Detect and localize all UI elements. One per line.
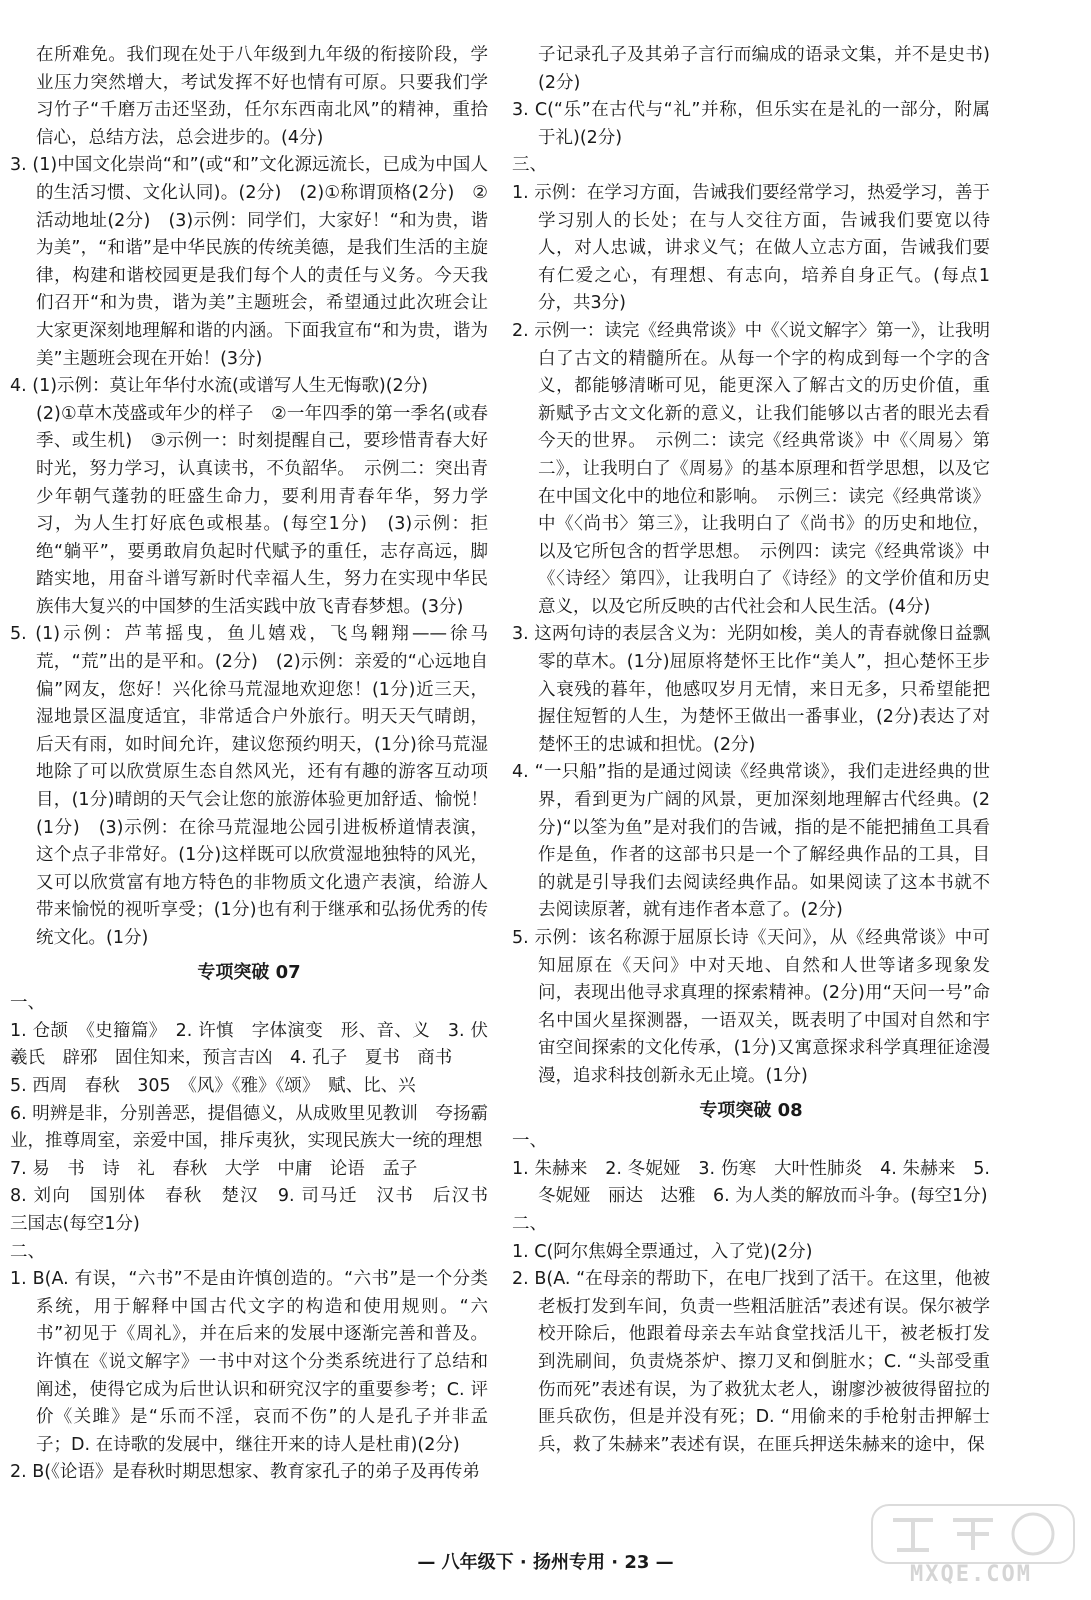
left-answer-paragraph: 5. (1)示例：芦苇摇曳，鱼儿嬉戏，飞鸟翱翔——徐马荒，“荒”出的是平和。(2分) (2)示例：亲爱的“心远地自偏”网友，您好！兴化徐马荒湿地欢迎您！(1分)近三天，湿地景区温度适宜，非常适合户外旅行。明天天气晴朗，后天有雨，如时间允许，建议您预约明天，(1分)徐马荒湿地除了可以欣赏原生态自然风光，还有有趣的游客互动项目，(1分)晴朗的天气会让您的旅游体验更加舒适、愉悦！(1分) (3)示例：在徐马荒湿地公园引进板桥道情表演，这个点子非常好。(1分)这样既可以欣赏湿地独特的风光，又可以欣赏富有地方特色的非物质文化遗产表演，给游人带来愉悦的视听享受；(1分)也有利于继承和弘扬优秀的传统文化。(1分)	[10, 624, 488, 948]
right-answer-paragraph: 2. 示例一：读完《经典常谈》中《〈说文解字〉第一》，让我明白了古文的精髓所在。从每一个字的构成到每一个字的含义，都能够清晰可见，能更深入了解古文的历史价值，重新赋予古文文化新的意义，让我们能够以古者的眼光去看今天的世界。 示例二：读完《经典常谈》中《〈周易〉第二》，让我明白了《周易》的基本原理和哲学思想，以及它在中国文化中的地位和影响。 示例三：读完《经典常谈》中《〈尚书〉第三》，让我明白了《尚书》的历史和地位，以及它所包含的哲学思想。 示例四：读完《经典常谈》中《〈诗经〉第四》，让我明白了《诗经》的文学价值和历史意义，以及它所反映的古代社会和人民生活。(4分)	[512, 320, 990, 617]
right-answer-paragraph: 1. 示例：在学习方面，告诫我们要经常学习，热爱学习，善于学习别人的长处；在与人交往方面，告诫我们要宽以待人，对人忠诚，讲求义气；在做人立志方面，告诫我们要有仁爱之心，有理想、有志向，培养自身正气。(每点1分，共3分)	[512, 182, 990, 314]
left-answer-paragraph: 在所难免。我们现在处于八年级到九年级的衔接阶段，学业压力突然增大，考试发挥不好也情有可原。只要我们学习竹子“千磨万击还坚劲，任尔东西南北风”的精神，重拾信心，总结方法，总会进步的。(4分)	[36, 45, 488, 148]
left-section-heading: 专项突破 07	[197, 961, 301, 983]
watermark-glyphs	[871, 1504, 1075, 1564]
right-answer-paragraph: 5. 示例：该名称源于屈原长诗《天问》，从《经典常谈》中可知屈原在《天问》中对天地、自然和人世等诸多现象发问，表现出他寻求真理的探索精神。(2分)用“天问一号”命名中国火星探测器，一语双关，既表明了中国对自然和宇宙空间探索的文化传承，(1分)又寓意探求科学真理征途漫漫，追求科技创新永无止境。(1分)	[512, 928, 990, 1086]
right-answer-paragraph: 三、	[512, 155, 547, 176]
page-footer: — 八年级下 · 扬州专用 · 23 —	[417, 1552, 674, 1573]
left-column	[10, 42, 506, 1487]
watermark-url: MXQE.COM	[910, 1562, 1032, 1587]
watermark-logo	[871, 1504, 1071, 1588]
left-answer-paragraph: 4. (1)示例：莫让年华付水流(或谱写人生无悔歌)(2分)	[10, 376, 428, 397]
right-answer-paragraph: 3. 这两句诗的表层含义为：光阴如梭，美人的青春就像日益飘零的草木。(1分)屈原将楚怀王比作“美人”，担心楚怀王步入衰残的暮年，他感叹岁月无情，来日无多，只希望能把握住短暂的人生，为楚怀王做出一番事业，(2分)表达了对楚怀王的忠诚和担忧。(2分)	[512, 624, 990, 755]
right-answer-paragraph: 一、	[512, 1131, 547, 1152]
left-answer-paragraph: 2. B(《论语》是春秋时期思想家、教育家孔子的弟子及再传弟	[10, 1462, 480, 1483]
left-answer-paragraph: 6. 明辨是非，分别善恶，提倡德义，从成败里见教训 夸扬霸业，推尊周室，亲爱中国，排斥夷狄，实现民族大一统的理想	[10, 1103, 488, 1152]
left-answer-paragraph: (2)①草木茂盛或年少的样子 ②一年四季的第一季名(或春季、或生机) ③示例一：时刻提醒自己，要珍惜青春大好时光，努力学习，认真读书，不负韶华。 示例二：突出青少年朝气蓬勃的旺盛生命力，要利用青春年华，努力学习，为人生打好底色或根基。(每空1分) (3)示例：拒绝“躺平”，要勇敢肩负起时代赋予的重任，志存高远，脚踏实地，用奋斗谱写新时代幸福人生，努力在实现中华民族伟大复兴的中国梦的生活实践中放飞青春梦想。(3分)	[36, 403, 488, 617]
right-answer-paragraph: 二、	[512, 1213, 547, 1234]
right-answer-paragraph: 4. “一只船”指的是通过阅读《经典常谈》，我们走进经典的世界，看到更为广阔的风景，更加深刻地理解古代经典。(2分)“以筌为鱼”是对我们的告诫，指的是不能把捕鱼工具看作是鱼，作者的这部书只是一个了解经典作品的工具，目的就是引导我们去阅读经典作品。如果阅读了这本书就不去阅读原著，就有违作者本意了。(2分)	[512, 762, 990, 921]
right-answer-paragraph: 2. B(A. “在母亲的帮助下，在电厂找到了活干。在这里，他被老板打发到车间，负责一些粗活脏活”表述有误。保尔被学校开除后，他跟着母亲去车站食堂找活儿干，被老板打发到洗刷间，负责烧茶炉、擦刀叉和倒脏水；C. “头部受重伤而死”表述有误，为了救犹太老人，谢廖沙被彼得留拉的匪兵砍伤，但是并没有死；D. “用偷来的手枪射击押解士兵，救了朱赫来”表述有误，在匪兵押送朱赫来的途中，保	[512, 1269, 990, 1455]
right-answer-paragraph: 3. C(“乐”在古代与“礼”并称，但乐实在是礼的一部分，附属于礼)(2分)	[512, 100, 990, 148]
right-answer-paragraph: 子记录孔子及其弟子言行而编成的语录文集，并不是史书)(2分)	[538, 45, 990, 93]
right-section-heading: 专项突破 08	[699, 1099, 803, 1121]
left-answer-paragraph: 一、	[10, 993, 45, 1014]
left-answer-paragraph: 5. 西周 春秋 305 《风》《雅》《颂》 赋、比、兴	[10, 1075, 416, 1096]
left-answer-paragraph: 1. B(A. 有误，“六书”不是由许慎创造的。“六书”是一个分类系统，用于解释中国古代文字的构造和使用规则。“六书”初见于《周礼》，并在后来的发展中逐渐完善和普及。许慎在《说文解字》一书中对这个分类系统进行了总结和阐述，使得它成为后世认识和研究汉字的重要参考；C. 评价《关雎》是“乐而不淫，哀而不伤”的人是孔子并非孟子；D. 在诗歌的发展中，继往开来的诗人是杜甫)(2分)	[10, 1269, 488, 1455]
left-answer-paragraph: 1. 仓颉 《史籀篇》 2. 许慎 字体演变 形、音、义 3. 伏羲氏 辟邪 固住知来，预言吉凶 4. 孔子 夏书 商书	[10, 1020, 488, 1069]
right-column	[512, 42, 990, 1459]
right-answer-paragraph: 1. C(阿尔焦姆全票通过，入了党)(2分)	[512, 1241, 813, 1262]
left-answer-paragraph: 8. 刘向 国别体 春秋 楚汉 9. 司马迁 汉书 后汉书 三国志(每空1分)	[10, 1186, 506, 1234]
left-answer-paragraph: 7. 易 书 诗 礼 春秋 大学 中庸 论语 孟子	[10, 1158, 418, 1179]
left-answer-paragraph: 二、	[10, 1241, 45, 1262]
right-answer-paragraph: 1. 朱赫来 2. 冬妮娅 3. 伤寒 大叶性肺炎 4. 朱赫来 5. 冬妮娅 丽达 达雅 6. 为人类的解放而斗争。(每空1分)	[512, 1158, 990, 1207]
left-answer-paragraph: 3. (1)中国文化崇尚“和”(或“和”文化源远流长，已成为中国人的生活习惯、文化认同)。(2分) (2)①称谓顶格(2分) ②活动地址(2分) (3)示例：同学们，大家好！“和为贵，谐为美”，“和谐”是中华民族的传统美德，是我们生活的主旋律，构建和谐校园更是我们每个人的责任与义务。今天我们召开“和为贵，谐为美”主题班会，希望通过此次班会让大家更深刻地理解和谐的内涵。下面我宣布“和为贵，谐为美”主题班会现在开始！(3分)	[10, 155, 488, 369]
